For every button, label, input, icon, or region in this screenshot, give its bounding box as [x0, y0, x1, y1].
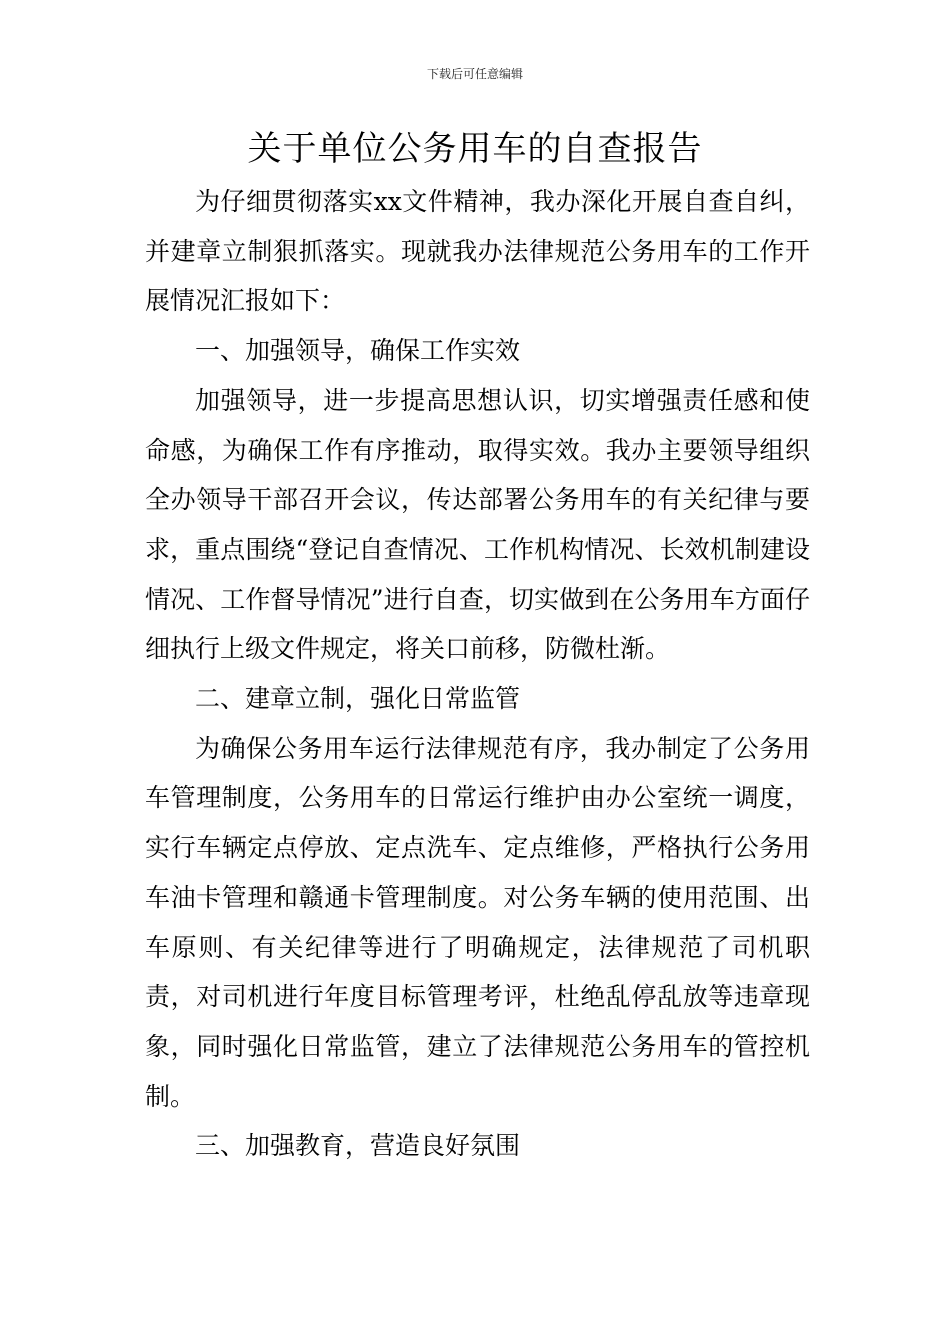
- section-heading-3: 三、加强教育，营造良好氛围: [195, 1131, 521, 1161]
- section-heading-1: 一、加强领导，确保工作实效: [195, 336, 521, 366]
- page-header-note: 下载后可任意编辑: [426, 67, 523, 81]
- section-2-paragraph: 为确保公务用车运行法律规范有序，我办制定了公务用车管理制度，公务用车的日常运行维护由办公室统一调度，实行车辆定点停放、定点洗车、定点维修，严格执行公务用车油卡管理和赣通卡管理制度。对公务车辆的使用范围、出车原则、有关纪律等进行了明确规定，法律规范了司机职责，对司机进行年度目标管理考评，杜绝乱停乱放等违章现象，同时强化日常监管，建立了法律规范公务用车的管控机制。: [145, 733, 810, 1111]
- section-heading-2: 二、建章立制，强化日常监管: [195, 684, 521, 714]
- document-title: 关于单位公务用车的自查报告: [247, 129, 703, 169]
- intro-paragraph: 为仔细贯彻落实xx文件精神，我办深化开展自查自纠，并建章立制狠抓落实。现就我办法律规范公务用车的工作开展情况汇报如下：: [145, 187, 810, 316]
- section-1-paragraph: 加强领导，进一步提高思想认识，切实增强责任感和使命感，为确保工作有序推动，取得实效。我办主要领导组织全办领导干部召开会议，传达部署公务用车的有关纪律与要求，重点围绕“登记自查情况、工作机构情况、长效机制建设情况、工作督导情况”进行自查，切实做到在公务用车方面仔细执行上级文件规定，将关口前移，防微杜渐。: [145, 385, 810, 664]
- document-body: [145, 177, 810, 1171]
